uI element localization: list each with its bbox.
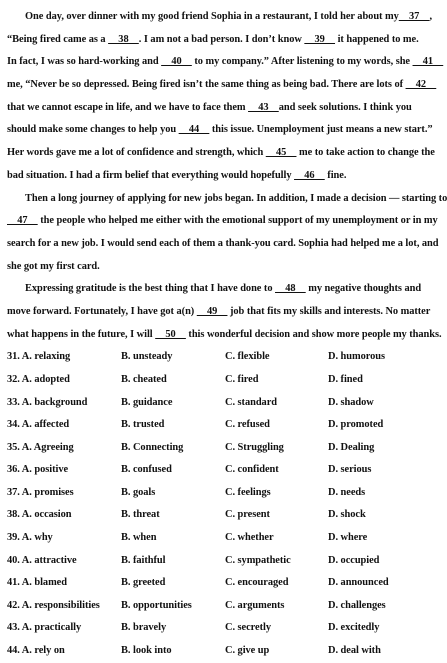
passage-line xyxy=(7,74,440,97)
option-row xyxy=(7,392,440,415)
blank-50: 50 xyxy=(155,328,186,340)
option-a: 43. A. practically xyxy=(7,622,82,634)
passage-text: this issue. Unemployment just means a new start.” xyxy=(209,124,433,136)
option-c: C. Struggling xyxy=(225,441,284,453)
passage-line xyxy=(7,6,440,29)
passage-text: to my company.” After listening to my words, she xyxy=(191,56,413,68)
passage-text: my negative thoughts and xyxy=(305,283,422,295)
option-c: C. refused xyxy=(225,419,270,431)
blank-44: 44 xyxy=(178,124,210,136)
passage-line xyxy=(7,301,440,324)
option-row xyxy=(7,550,440,573)
option-b: B. trusted xyxy=(121,419,165,431)
option-b: B. faithful xyxy=(121,554,166,566)
blank-41: 41 xyxy=(412,56,444,68)
passage-text: me, “Never be so depressed. Being fired isn’t the same thing as being bad. There are lots of xyxy=(7,79,406,91)
passage-text: job that fits my skills and interests. No matter xyxy=(227,305,431,317)
option-c: C. flexible xyxy=(225,351,270,363)
option-b: B. look into xyxy=(121,645,172,657)
passage-line xyxy=(7,51,444,74)
option-d: D. fined xyxy=(328,373,363,385)
answer-options xyxy=(7,346,440,662)
passage-text: the people who helped me either with the emotional support of my unemployment or in my xyxy=(37,215,438,227)
passage-text: . I am not a bad person. I don’t know xyxy=(138,33,305,45)
blank-48: 48 xyxy=(275,283,306,295)
option-row xyxy=(7,437,440,460)
passage-text: she got my first card. xyxy=(7,260,100,272)
option-d: D. serious xyxy=(328,464,372,476)
blank-46: 46 xyxy=(294,169,325,181)
option-d: D. Dealing xyxy=(328,441,375,453)
option-b: B. threat xyxy=(121,509,160,521)
option-b: B. when xyxy=(121,532,157,544)
passage-text: should make some changes to help you xyxy=(7,124,179,136)
passage-line xyxy=(7,29,440,52)
option-a: 41. A. blamed xyxy=(7,577,67,589)
option-a: 44. A. rely on xyxy=(7,645,65,657)
passage-text: move forward. Fortunately, I have got a(n) xyxy=(7,305,197,317)
option-b: B. guidance xyxy=(121,396,173,408)
option-a: 39. A. why xyxy=(7,532,53,544)
option-a: 37. A. promises xyxy=(7,486,74,498)
blank-39: 39 xyxy=(304,33,336,45)
option-d: D. shadow xyxy=(328,396,374,408)
blank-37: 37 xyxy=(398,11,430,22)
option-c: C. standard xyxy=(225,396,277,408)
passage-line xyxy=(7,188,447,211)
passage-text: bad situation. I had a firm belief that everything would hopefully xyxy=(7,169,295,181)
option-a: 40. A. attractive xyxy=(7,554,77,566)
passage-paragraph xyxy=(7,278,440,346)
blank-40: 40 xyxy=(161,56,192,68)
blank-42: 42 xyxy=(405,79,437,91)
option-row xyxy=(7,527,440,550)
option-c: C. encouraged xyxy=(225,577,289,589)
passage-text: search for a new job. I would send each of them a thank-you card. Sophia had helped me a lot, and xyxy=(7,237,439,249)
option-c: C. secretly xyxy=(225,622,271,634)
option-c: C. arguments xyxy=(225,599,285,611)
option-b: B. cheated xyxy=(121,373,167,385)
passage-paragraph xyxy=(7,6,444,188)
passage-paragraph xyxy=(7,188,447,279)
passage-line xyxy=(7,256,440,279)
option-c: C. feelings xyxy=(225,486,271,498)
passage-text: it happened to me. xyxy=(335,33,419,45)
cloze-passage xyxy=(7,6,447,346)
passage-text: Expressing gratitude is the best thing that I have done to xyxy=(25,283,276,295)
option-c: C. give up xyxy=(225,645,270,657)
blank-38: 38 xyxy=(108,33,139,45)
passage-text: me to take action to change the xyxy=(296,147,435,159)
passage-text: , xyxy=(429,11,433,22)
option-d: D. deal with xyxy=(328,645,381,657)
passage-line xyxy=(7,324,440,347)
option-d: D. occupied xyxy=(328,554,380,566)
option-c: C. sympathetic xyxy=(225,554,291,566)
option-row xyxy=(7,640,440,663)
option-a: 32. A. adopted xyxy=(7,373,70,385)
passage-text: Her words gave me a lot of confidence and strength, which xyxy=(7,147,266,159)
option-d: D. where xyxy=(328,532,368,544)
option-row xyxy=(7,572,440,595)
option-c: C. whether xyxy=(225,532,274,544)
option-row xyxy=(7,414,440,437)
option-row xyxy=(7,369,440,392)
option-b: B. greeted xyxy=(121,577,166,589)
blank-47: 47 xyxy=(7,215,38,227)
option-c: C. confident xyxy=(225,464,279,476)
passage-text: In fact, I was so hard-working and xyxy=(7,56,162,68)
option-d: D. challenges xyxy=(328,599,386,611)
option-a: 35. A. Agreeing xyxy=(7,441,74,453)
option-a: 38. A. occasion xyxy=(7,509,72,521)
passage-line xyxy=(7,210,440,233)
option-a: 33. A. background xyxy=(7,396,88,408)
passage-line xyxy=(7,119,440,142)
option-d: D. excitedly xyxy=(328,622,380,634)
passage-line xyxy=(7,97,440,120)
option-b: B. confused xyxy=(121,464,172,476)
option-row xyxy=(7,617,440,640)
option-a: 34. A. affected xyxy=(7,419,70,431)
option-b: B. unsteady xyxy=(121,351,173,363)
passage-text: this wonderful decision and show more people my thanks. xyxy=(185,328,442,340)
option-b: B. goals xyxy=(121,486,156,498)
blank-45: 45 xyxy=(265,147,297,159)
option-b: B. opportunities xyxy=(121,599,192,611)
passage-text: that we cannot escape in life, and we have to face them xyxy=(7,101,249,113)
option-row xyxy=(7,482,440,505)
option-d: D. shock xyxy=(328,509,366,521)
passage-text: what happens in the future, I will xyxy=(7,328,156,340)
passage-text: and seek solutions. I think you xyxy=(278,101,412,113)
option-d: D. humorous xyxy=(328,351,385,363)
blank-43: 43 xyxy=(248,101,279,113)
passage-line xyxy=(7,233,440,256)
passage-line xyxy=(7,165,440,188)
option-row xyxy=(7,504,440,527)
passage-line xyxy=(7,142,440,165)
blank-49: 49 xyxy=(196,305,228,317)
passage-text: One day, over dinner with my good friend Sophia in a restaurant, I told her about my xyxy=(25,11,399,22)
option-d: D. promoted xyxy=(328,419,384,431)
option-b: B. bravely xyxy=(121,622,167,634)
option-a: 36. A. positive xyxy=(7,464,69,476)
option-row xyxy=(7,346,440,369)
option-d: D. announced xyxy=(328,577,389,589)
option-c: C. fired xyxy=(225,373,259,385)
passage-line xyxy=(7,278,440,301)
option-a: 31. A. relaxing xyxy=(7,351,71,363)
option-c: C. present xyxy=(225,509,270,521)
passage-text: Then a long journey of applying for new jobs began. In addition, I made a decision — starting to xyxy=(25,192,447,204)
passage-text: fine. xyxy=(324,169,347,181)
option-a: 42. A. responsibilities xyxy=(7,599,100,611)
option-b: B. Connecting xyxy=(121,441,184,453)
option-row xyxy=(7,595,440,618)
passage-text: “Being fired came as a xyxy=(7,33,109,45)
option-d: D. needs xyxy=(328,486,366,498)
option-row xyxy=(7,459,440,482)
